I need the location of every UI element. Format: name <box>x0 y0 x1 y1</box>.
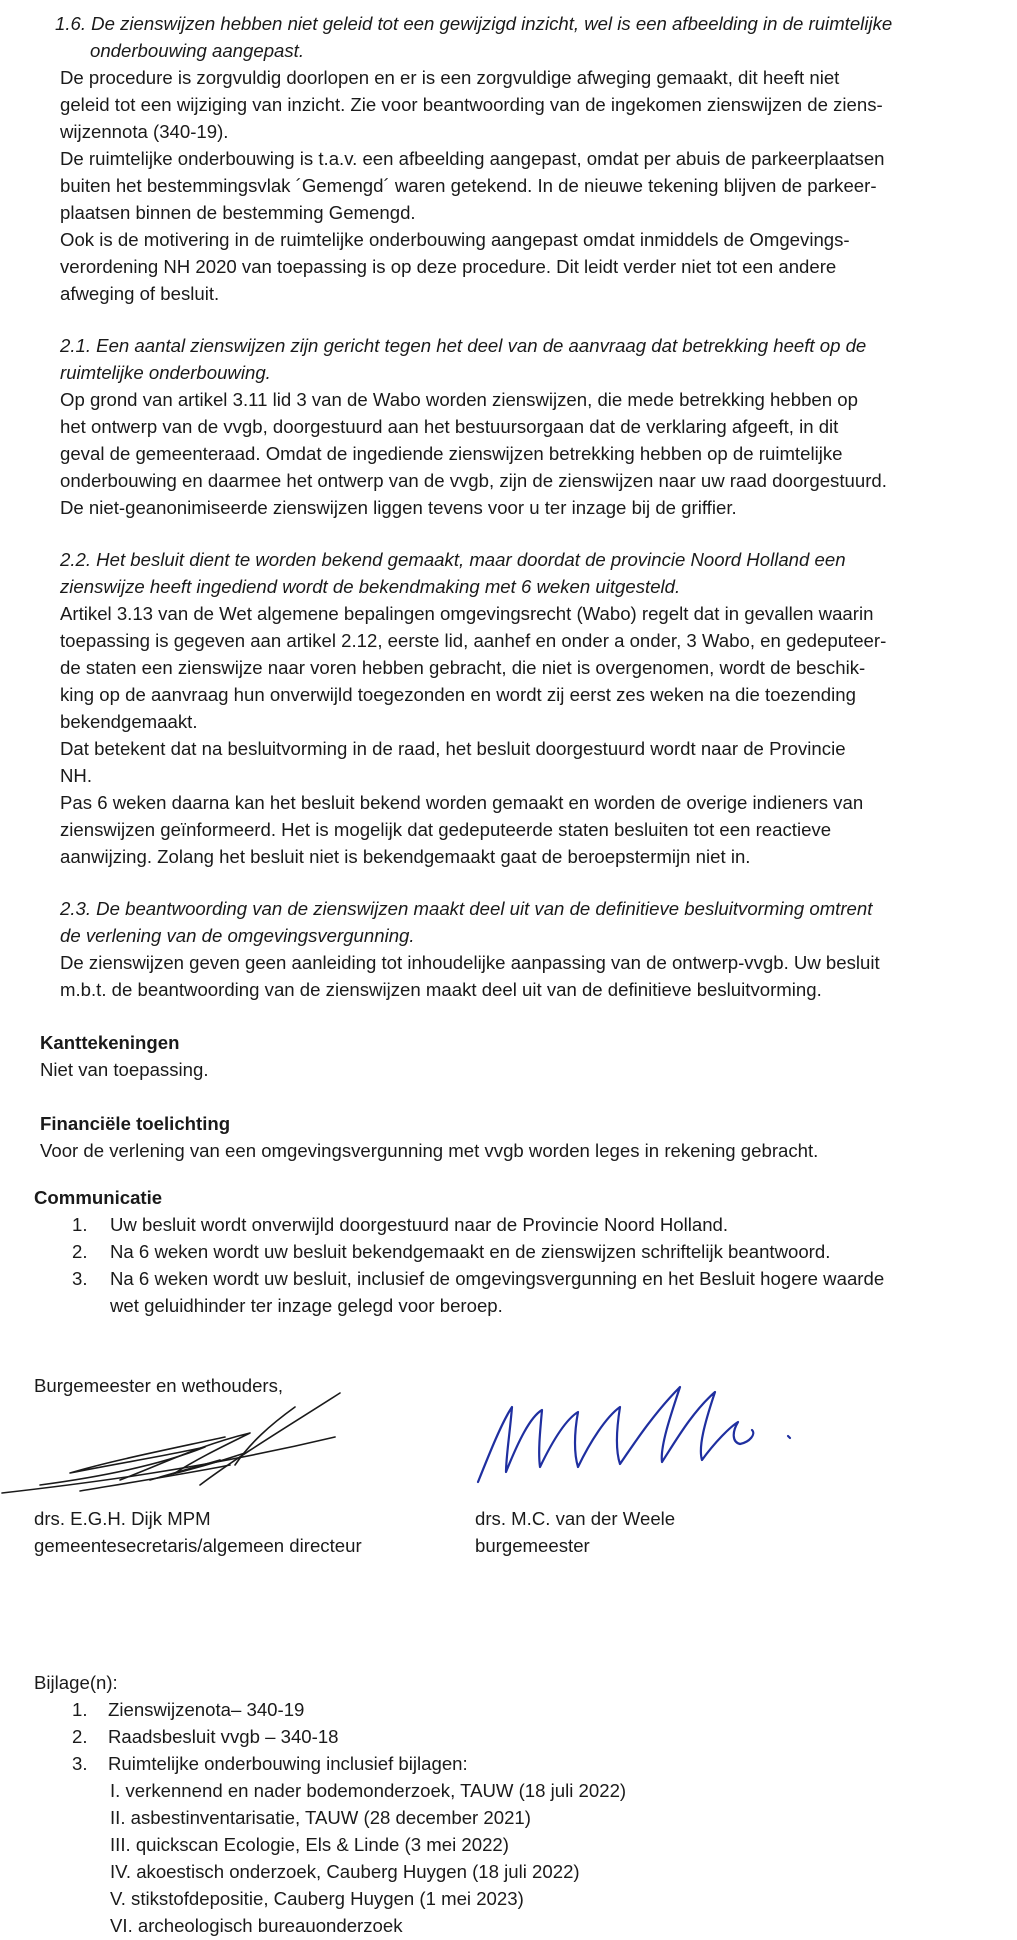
section-1-6-line: afweging of besluit. <box>60 283 220 304</box>
section-2-2-line: king op de aanvraag hun onverwijld toegezonden en wordt zij eerst zes weken na die toezending <box>60 684 856 705</box>
section-2-3-heading-line-1: 2.3. De beantwoording van de zienswijzen maakt deel uit van de definitieve besluitvorming omtrent <box>60 898 873 919</box>
bijlage-sub-item: VI. archeologisch bureauonderzoek <box>110 1915 403 1936</box>
section-2-1-line: het ontwerp van de vvgb, doorgestuurd aan het bestuursorgaan dat de verklaring afgeeft, in dit <box>60 416 839 437</box>
section-2-1-heading-line-2: ruimtelijke onderbouwing. <box>60 362 271 383</box>
section-2-2-line: bekendgemaakt. <box>60 711 198 732</box>
section-2-2-line: de staten een zienswijze naar voren hebben gebracht, die niet is overgenomen, wordt de beschik- <box>60 657 866 678</box>
section-1-6-heading-line-1: 1.6. De zienswijzen hebben niet geleid tot een gewijzigd inzicht, wel is een afbeelding in de ruimtelijke <box>55 13 893 34</box>
financieel-text: Voor de verlening van een omgevingsvergunning met vvgb worden leges in rekening gebracht. <box>40 1140 819 1161</box>
signatory-left-role: gemeentesecretaris/algemeen directeur <box>34 1535 362 1556</box>
bijlage-item-number: 3. <box>72 1753 88 1774</box>
bijlage-item-text: Raadsbesluit vvgb – 340-18 <box>108 1726 339 1747</box>
signatory-right-role: burgemeester <box>475 1535 590 1556</box>
section-2-2-line: zienswijzen geïnformeerd. Het is mogelijk dat gedeputeerde staten besluiten tot een reactieve <box>60 819 832 840</box>
section-1-6-line: wijzennota (340-19). <box>60 121 229 142</box>
communicatie-item-text: wet geluidhinder ter inzage gelegd voor beroep. <box>110 1295 503 1316</box>
section-2-2-line: Pas 6 weken daarna kan het besluit bekend worden gemaakt en worden de overige indieners van <box>60 792 864 813</box>
section-2-2-line: aanwijzing. Zolang het besluit niet is bekendgemaakt gaat de beroepstermijn niet in. <box>60 846 751 867</box>
section-2-2-line: Dat betekent dat na besluitvorming in de raad, het besluit doorgestuurd wordt naar de Provincie <box>60 738 846 759</box>
kanttekeningen-title: Kanttekeningen <box>40 1032 180 1053</box>
bijlage-item-text: Zienswijzenota– 340-19 <box>108 1699 305 1720</box>
communicatie-item-number: 3. <box>72 1268 88 1289</box>
section-2-2-heading-line-1: 2.2. Het besluit dient te worden bekend gemaakt, maar doordat de provincie Noord Holland een <box>60 549 846 570</box>
section-2-1-heading-line-1: 2.1. Een aantal zienswijzen zijn gericht tegen het deel van de aanvraag dat betrekking heeft op de <box>60 335 867 356</box>
section-1-6-line: geleid tot een wijziging van inzicht. Zie voor beantwoording van de ingekomen zienswijzen de ziens- <box>60 94 883 115</box>
bijlage-item-number: 1. <box>72 1699 88 1720</box>
section-2-1-line: Op grond van artikel 3.11 lid 3 van de Wabo worden zienswijzen, die mede betrekking hebben op <box>60 389 858 410</box>
section-1-6-line: Ook is de motivering in de ruimtelijke onderbouwing aangepast omdat inmiddels de Omgevings- <box>60 229 850 250</box>
communicatie-item-number: 2. <box>72 1241 88 1262</box>
section-2-3-line: m.b.t. de beantwoording van de zienswijzen maakt deel uit van de definitieve besluitvorming. <box>60 979 822 1000</box>
bijlage-item-text: Ruimtelijke onderbouwing inclusief bijlagen: <box>108 1753 468 1774</box>
financieel-title: Financiële toelichting <box>40 1113 231 1134</box>
signature-left-image <box>0 1385 480 1515</box>
section-2-2-line: NH. <box>60 765 93 786</box>
bijlage-sub-item: II. asbestinventarisatie, TAUW (28 december 2021) <box>110 1807 531 1828</box>
section-2-1-line: De niet-geanonimiseerde zienswijzen liggen tevens voor u ter inzage bij de griffier. <box>60 497 737 518</box>
section-1-6-line: buiten het bestemmingsvlak ´Gemengd´ waren getekend. In de nieuwe tekening blijven de parkeer- <box>60 175 877 196</box>
bijlage-sub-item: V. stikstofdepositie, Cauberg Huygen (1 mei 2023) <box>110 1888 524 1909</box>
salutation: Burgemeester en wethouders, <box>34 1375 284 1396</box>
section-1-6-line: verordening NH 2020 van toepassing is op deze procedure. Dit leidt verder niet tot een andere <box>60 256 837 277</box>
section-1-6-line: plaatsen binnen de bestemming Gemengd. <box>60 202 416 223</box>
bijlage-item-number: 2. <box>72 1726 88 1747</box>
section-2-2-heading-line-2: zienswijze heeft ingediend wordt de bekendmaking met 6 weken uitgesteld. <box>60 576 681 597</box>
section-2-2-line: Artikel 3.13 van de Wet algemene bepalingen omgevingsrecht (Wabo) regelt dat in gevallen waarin <box>60 603 874 624</box>
communicatie-title: Communicatie <box>34 1187 163 1208</box>
signatory-left-name: drs. E.G.H. Dijk MPM <box>34 1508 211 1529</box>
communicatie-item-text: Na 6 weken wordt uw besluit bekendgemaakt en de zienswijzen schriftelijk beantwoord. <box>110 1241 831 1262</box>
signature-right-image <box>470 1372 870 1492</box>
bijlagen-title: Bijlage(n): <box>34 1672 118 1693</box>
communicatie-item-text: Uw besluit wordt onverwijld doorgestuurd naar de Provincie Noord Holland. <box>110 1214 729 1235</box>
section-2-3-line: De zienswijzen geven geen aanleiding tot inhoudelijke aanpassing van de ontwerp-vvgb. Uw besluit <box>60 952 880 973</box>
communicatie-item-number: 1. <box>72 1214 88 1235</box>
section-2-1-line: geval de gemeenteraad. Omdat de ingediende zienswijzen betrekking hebben op de ruimtelijke <box>60 443 843 464</box>
section-2-3-heading-line-2: de verlening van de omgevingsvergunning. <box>60 925 415 946</box>
section-2-1-line: onderbouwing en daarmee het ontwerp van de vvgb, zijn de zienswijzen naar uw raad doorgestuurd. <box>60 470 887 491</box>
signatory-right-name: drs. M.C. van der Weele <box>475 1508 676 1529</box>
bijlage-sub-item: III. quickscan Ecologie, Els & Linde (3 mei 2022) <box>110 1834 509 1855</box>
kanttekeningen-text: Niet van toepassing. <box>40 1059 209 1080</box>
section-1-6-line: De procedure is zorgvuldig doorlopen en er is een zorgvuldige afweging gemaakt, dit heeft niet <box>60 67 840 88</box>
communicatie-item-text: Na 6 weken wordt uw besluit, inclusief de omgevingsvergunning en het Besluit hogere waarde <box>110 1268 885 1289</box>
bijlage-sub-item: I. verkennend en nader bodemonderzoek, TAUW (18 juli 2022) <box>110 1780 627 1801</box>
section-1-6-line: De ruimtelijke onderbouwing is t.a.v. een afbeelding aangepast, omdat per abuis de parkeerplaatsen <box>60 148 885 169</box>
section-2-2-line: toepassing is gegeven aan artikel 2.12, eerste lid, aanhef en onder a onder, 3 Wabo, en gedeputeer- <box>60 630 887 651</box>
bijlage-sub-item: IV. akoestisch onderzoek, Cauberg Huygen (18 juli 2022) <box>110 1861 580 1882</box>
section-1-6-heading-line-2: onderbouwing aangepast. <box>90 40 305 61</box>
